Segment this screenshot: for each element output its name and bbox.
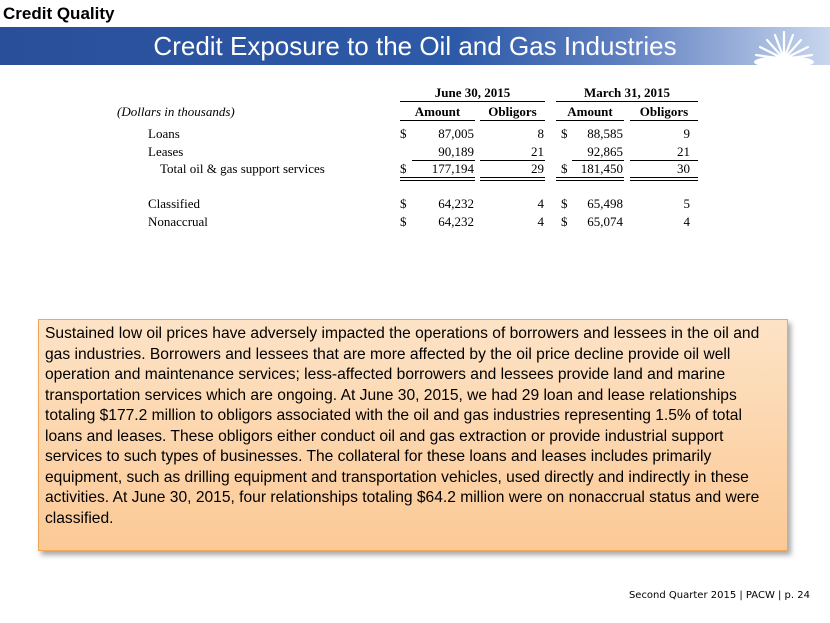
row-label-loans: Loans — [148, 126, 180, 141]
obligors-june: 29 — [531, 161, 544, 176]
units-label: (Dollars in thousands) — [117, 104, 235, 119]
obligors-march: 9 — [683, 126, 690, 141]
amount-june: 64,232 — [438, 196, 474, 211]
amount-june: 87,005 — [438, 126, 474, 141]
obligors-march: 5 — [683, 196, 690, 211]
currency-symbol: $ — [400, 196, 407, 211]
obligors-march: 21 — [677, 144, 690, 159]
currency-symbol: $ — [400, 126, 407, 141]
period-header-june: June 30, 2015 — [434, 85, 511, 100]
col-obligors-march: Obligors — [639, 104, 689, 119]
row-label-classified: Classified — [148, 196, 200, 211]
currency-symbol: $ — [561, 214, 568, 229]
currency-symbol: $ — [561, 126, 568, 141]
amount-june: 177,194 — [431, 161, 474, 176]
amount-march: 65,498 — [587, 196, 623, 211]
row-label-leases: Leases — [148, 144, 184, 159]
obligors-june: 4 — [537, 196, 544, 211]
currency-symbol: $ — [561, 196, 568, 211]
currency-symbol: $ — [400, 161, 407, 176]
narrative-callout: Sustained low oil prices have adversely impacted the operations of borrowers and lessees in the oil and gas industries. Borrowers and lessees that are more affected by the oil price decline provide oil well operation and maintenance services; less-affected borrowers and lessees provide land and marine transportation services which are ongoing. At June 30, 2015, we had 29 loan and lease relationships totaling $177.2 million to obligors associated with the oil and gas industries representing 1.5% of total loans and leases. These obligors either conduct oil and gas extraction or provide industrial support services to such types of businesses. The collateral for these loans and leases includes primarily equipment, such as drilling equipment and transportation vehicles, used directly and indirectly in these activities. At June 30, 2015, four relationships totaling $64.2 million were on nonaccrual status and were classified. — [38, 319, 788, 551]
amount-march: 92,865 — [587, 144, 623, 159]
amount-march: 181,450 — [580, 161, 623, 176]
page-footer: Second Quarter 2015 | PACW | p. 24 — [628, 590, 810, 601]
obligors-june: 4 — [537, 214, 544, 229]
row-label-nonaccrual: Nonaccrual — [148, 214, 208, 229]
period-header-march: March 31, 2015 — [583, 85, 671, 100]
amount-june: 64,232 — [438, 214, 474, 229]
currency-symbol: $ — [561, 161, 568, 176]
col-amount-june: Amount — [414, 104, 461, 119]
col-obligors-june: Obligors — [488, 104, 537, 119]
obligors-march: 30 — [677, 161, 690, 176]
title-bar — [0, 27, 830, 65]
obligors-march: 4 — [683, 214, 690, 229]
obligors-june: 8 — [537, 126, 544, 141]
obligors-june: 21 — [531, 144, 544, 159]
amount-march: 88,585 — [587, 126, 623, 141]
amount-june: 90,189 — [438, 144, 474, 159]
col-amount-march: Amount — [567, 104, 613, 119]
currency-symbol: $ — [400, 214, 407, 229]
row-label-total: Total oil & gas support services — [160, 161, 325, 176]
page-title: Credit Exposure to the Oil and Gas Industries — [153, 31, 677, 61]
section-label: Credit Quality — [3, 4, 115, 23]
sunburst-logo-icon — [744, 27, 824, 65]
amount-march: 65,074 — [587, 214, 623, 229]
